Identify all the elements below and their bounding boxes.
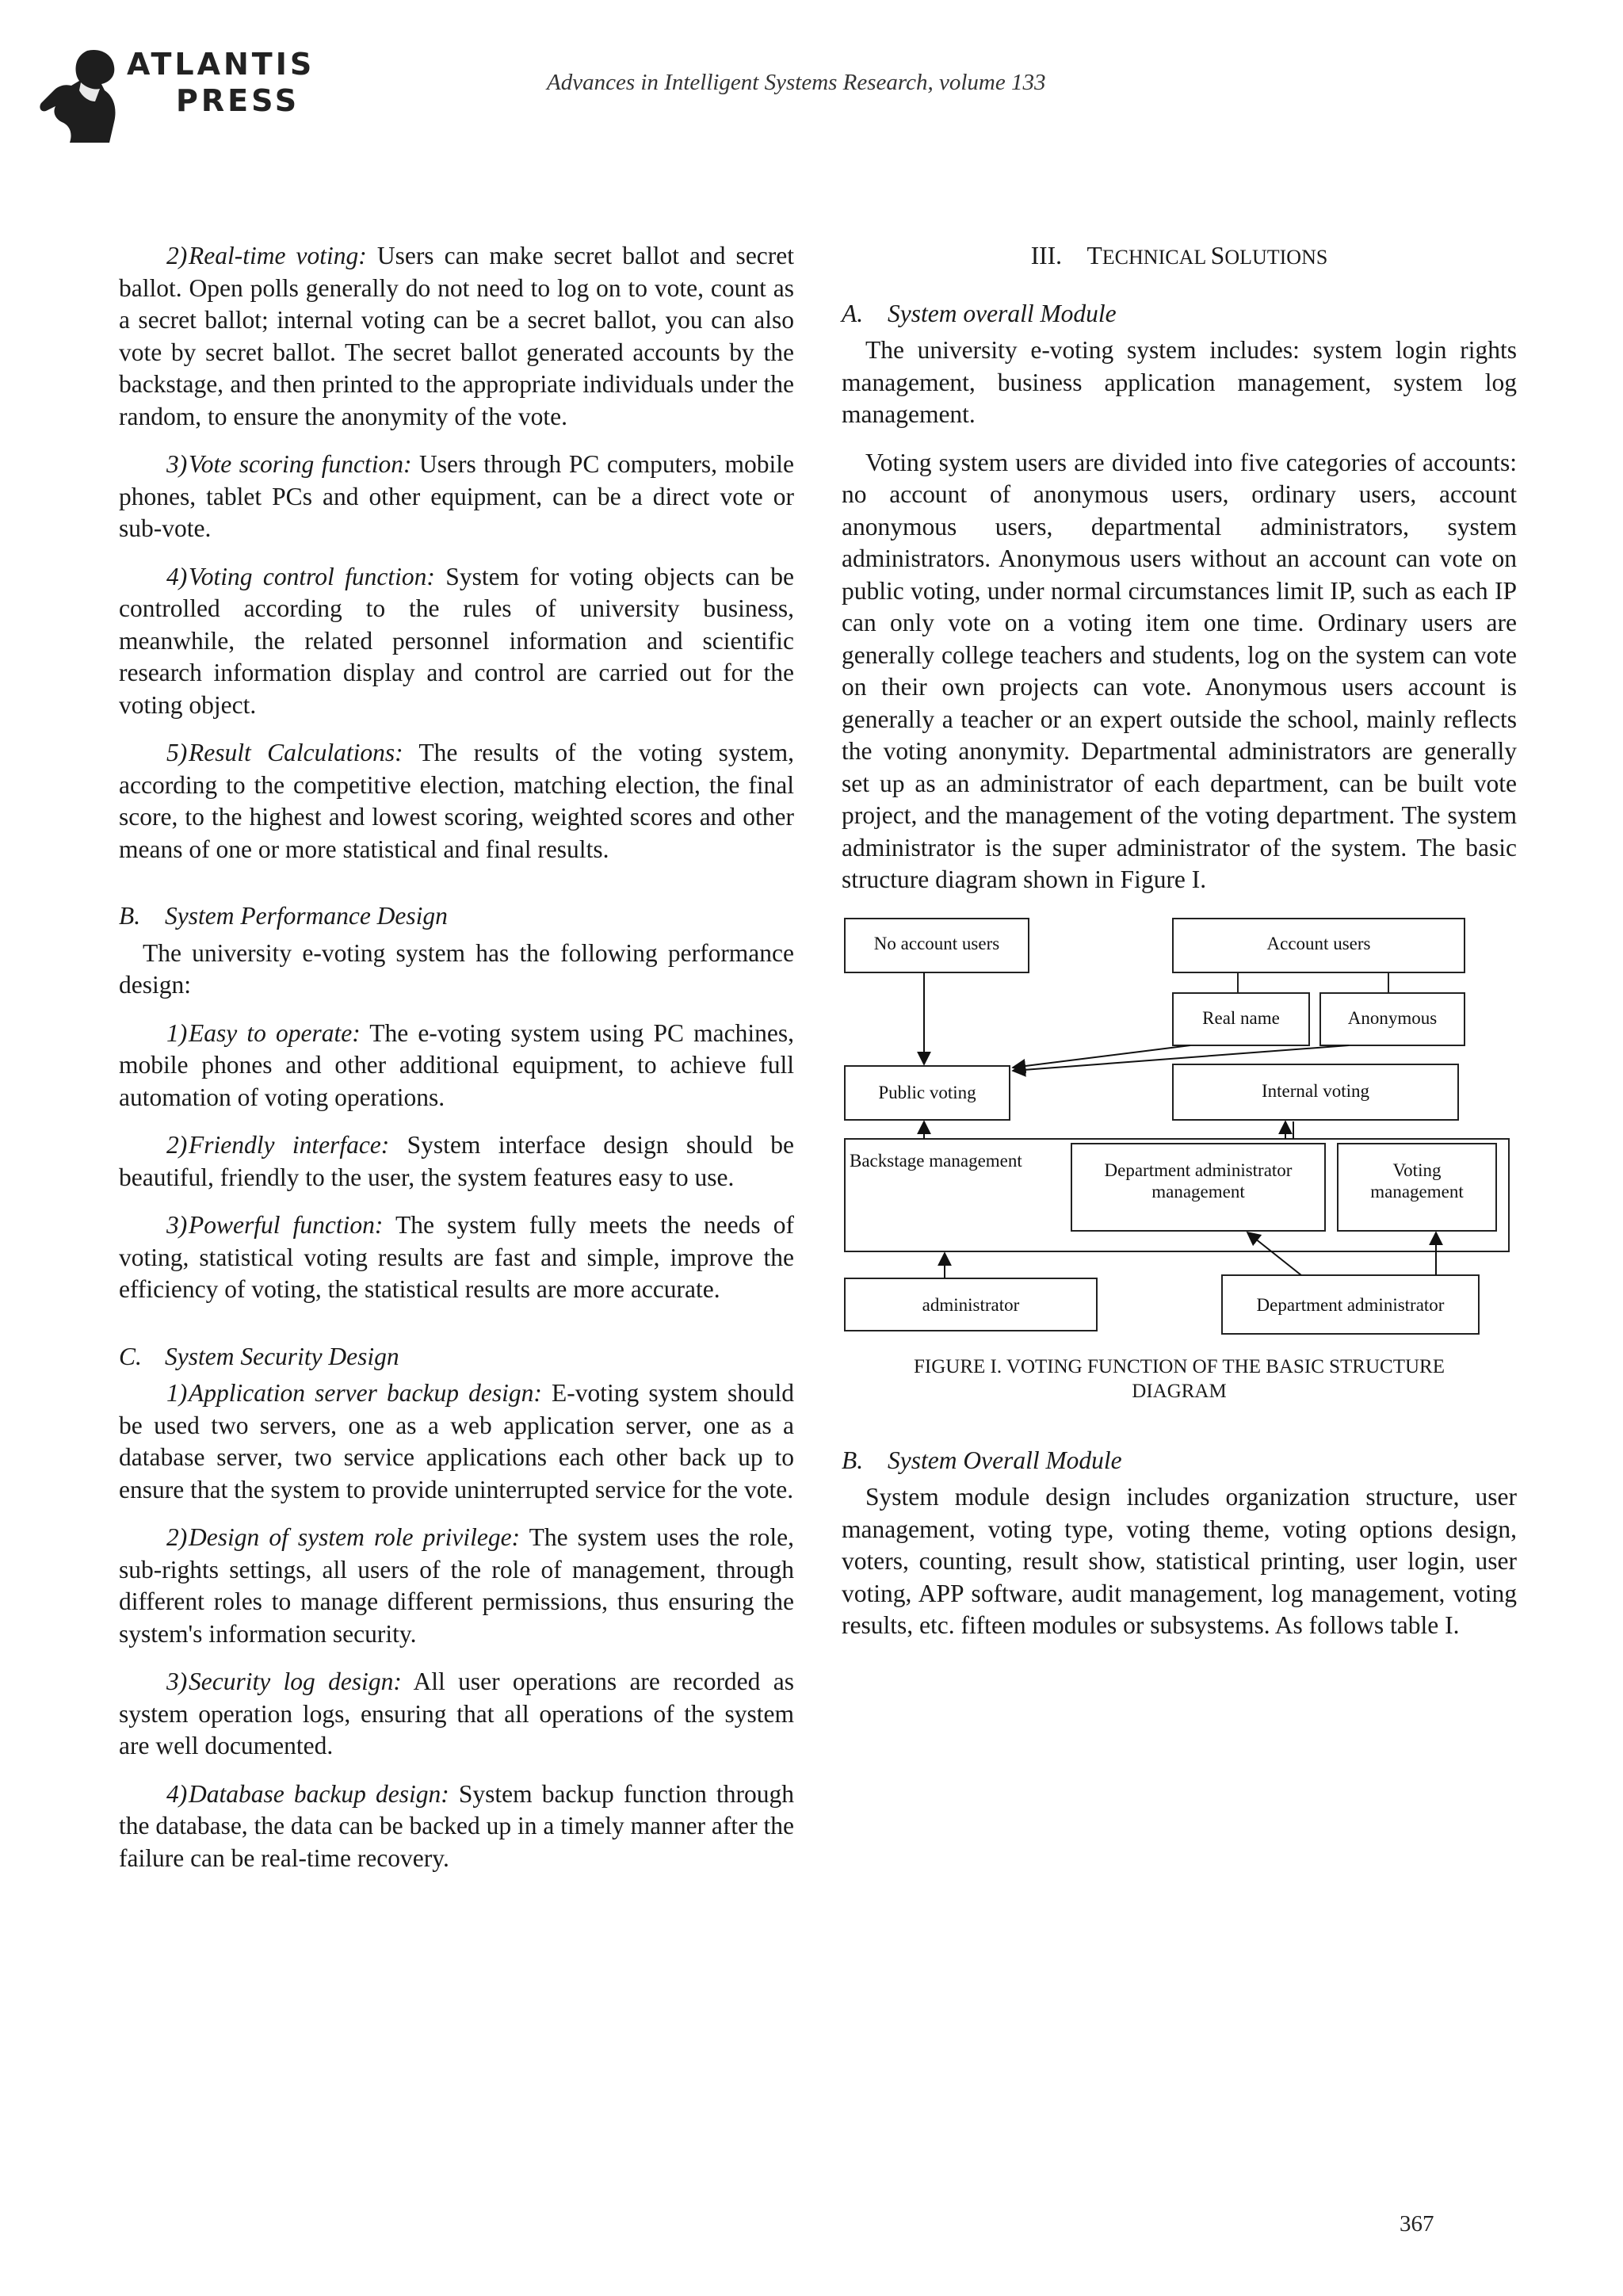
caption-line-2: DIAGRAM [1132, 1380, 1227, 1402]
item-label: Result Calculations: [189, 739, 403, 766]
list-item-security-log [119, 1666, 794, 1763]
item-number: 1) [166, 1018, 188, 1047]
item-text: Users through PC computers, mobile phones, tablet PCs and other equipment, can be a direct vote or sub-vote. [119, 450, 794, 542]
left-column [119, 240, 794, 1890]
section-number: B. [842, 1446, 864, 1474]
section-a-heading [842, 298, 1517, 330]
label-anonymous: Anonymous [1347, 1007, 1438, 1028]
item-label: Database backup design: [189, 1779, 449, 1808]
item-label: Easy to operate: [189, 1018, 361, 1047]
item-label: Design of system role privilege: [189, 1523, 521, 1551]
item-text: System backup function through the database, the data can be backed up in a timely manner after the failure can be real-time recovery. [119, 1779, 795, 1872]
item-number: 5) [166, 739, 188, 766]
item-label: Security log design: [189, 1668, 402, 1695]
list-item-real-time-voting [119, 240, 794, 433]
figure-structure-diagram [842, 912, 1517, 1340]
item-text: The e-voting system using PC machines, mobile phones and other additional equipment, to achieve full automation of voting operations. [119, 1018, 794, 1111]
label-department-administrator: Department administrator [1256, 1294, 1445, 1315]
section-title-initial-1: T [1086, 242, 1102, 269]
label-no-account-users: No account users [873, 933, 1000, 953]
structure-diagram-svg [842, 912, 1517, 1340]
label-line-1: Voting [1392, 1159, 1442, 1180]
section-a-paragraph-1: The university e-voting system includes: system login rights management, business application management, system log management. [842, 336, 1517, 428]
item-text: Users can make secret ballot and secret ballot. Open polls generally do not need to log on to vote, count as a secret ballot; internal voting can be a secret ballot, you can also vote by secret ballot. The secret ballot generated accounts by the backstage, and then printed to the appropriate individuals under the random, to ensure the anonymity of the vote. [119, 242, 795, 430]
label-department-administrator-management [1071, 1159, 1325, 1202]
section-c-heading [119, 1341, 794, 1373]
list-item-database-backup [119, 1778, 794, 1875]
item-label: Application server backup design: [189, 1379, 542, 1407]
list-item-vote-scoring [119, 449, 794, 545]
section-title: System overall Module [888, 299, 1117, 327]
item-text: E-voting system should be used two servers, one as a web application server, one as a database server, two service applications each other back up to ensure that the system to provide uninterrupted service for the vote. [119, 1379, 794, 1503]
item-label: Friendly interface: [189, 1131, 390, 1159]
list-item-voting-control [119, 561, 794, 722]
caption-line-1: FIGURE I. VOTING FUNCTION OF THE BASIC STRUCTURE [914, 1355, 1445, 1377]
item-number: 3) [166, 1211, 188, 1239]
section-title: System Security Design [165, 1342, 399, 1370]
item-number: 1) [166, 1379, 188, 1407]
label-public-voting: Public voting [878, 1082, 976, 1102]
figure-caption [842, 1354, 1517, 1404]
item-label: Powerful function: [189, 1211, 384, 1239]
thinker-silhouette-icon [38, 46, 125, 144]
list-item-app-server-backup [119, 1377, 794, 1506]
item-number: 2) [166, 1523, 188, 1551]
item-text: The system uses the role, sub-rights settings, all users of the role of management, through different roles to manage different permissions, thus ensuring the system's information security. [119, 1523, 794, 1648]
list-item-powerful-function [119, 1209, 794, 1306]
label-internal-voting: Internal voting [1261, 1080, 1370, 1101]
item-number: 3) [166, 1668, 188, 1695]
label-line-1: Department administrator [1104, 1159, 1293, 1180]
item-number: 2) [166, 242, 188, 269]
logo-wordmark [127, 46, 315, 119]
section-title: System Overall Module [888, 1446, 1122, 1474]
label-voting-management [1338, 1159, 1496, 1202]
logo-line-2: PRESS [176, 83, 300, 118]
section-title-rest-1: ECHNICAL [1102, 246, 1211, 269]
section-number: B. [119, 902, 141, 930]
item-text: System for voting objects can be controlled according to the rules of university business, meanwhile, the related personnel information and scientific research information display and control are carried out for the voting object. [119, 562, 795, 719]
label-administrator: administrator [922, 1294, 1020, 1315]
arrow-anonymous-to-public [1013, 1045, 1349, 1071]
item-text: All user operations are recorded as system operation logs, ensuring that all operations of the system are well documented. [119, 1668, 794, 1759]
label-line-2: management [1370, 1181, 1464, 1201]
page-number: 367 [1400, 2211, 1434, 2237]
label-account-users: Account users [1266, 933, 1371, 953]
item-number: 4) [166, 1779, 188, 1808]
item-label: Voting control function: [189, 562, 435, 590]
item-text: The results of the voting system, according to the competitive election, matching election, the final score, to the highest and lowest scoring, weighted scores and other means of one or more statistical and final results. [119, 739, 794, 863]
running-head: Advances in Intelligent Systems Research, volume 133 [547, 70, 1046, 95]
atlantis-press-logo [38, 46, 315, 144]
section-number: A. [842, 299, 864, 327]
item-number: 3) [166, 450, 188, 478]
list-item-easy-to-operate [119, 1018, 794, 1114]
item-number: 4) [166, 562, 188, 590]
section-b-intro: The university e-voting system has the following performance design: [119, 938, 794, 999]
arrow-dept-admin-to-dept-mgmt [1247, 1232, 1301, 1275]
section-b-right-paragraph: System module design includes organization structure, user management, voting type, voting theme, voting options design, voters, counting, result show, statistical printing, user login, user voting, APP software, audit management, log management, voting results, etc. fifteen modules or subsystems. As follows table I. [842, 1483, 1517, 1639]
item-text: System interface design should be beautiful, friendly to the user, the system features easy to use. [119, 1131, 795, 1191]
item-label: Vote scoring function: [189, 450, 412, 478]
item-number: 2) [166, 1131, 188, 1159]
section-title: System Performance Design [165, 902, 448, 930]
section-iii-heading [842, 240, 1517, 274]
item-label: Real-time voting: [189, 242, 367, 269]
section-a-paragraph-2: Voting system users are divided into five categories of accounts: no account of anonymous users, ordinary users, account anonymous users, departmental administrators, system administrators. Anonymous users without an account can vote on public voting, under normal circumstances limit IP, such as each IP can only vote on a voting item one time. Ordinary users are generally college teachers and students, log on the system can vote on their own projects can vote. Anonymous users account is generally a teacher or an expert outside the school, mainly reflects the voting anonymity. Departmental administrators are generally set up as an administrator of each department, can be built vote project, and the management of the voting department. The system administrator is the super administrator of the system. The basic structure diagram shown in Figure I. [842, 448, 1517, 893]
section-b-right-heading [842, 1445, 1517, 1477]
label-real-name: Real name [1202, 1007, 1280, 1028]
section-b-heading [119, 900, 794, 933]
label-backstage-management: Backstage management [850, 1150, 1022, 1171]
right-column [842, 240, 1517, 1658]
item-text: The system fully meets the needs of voting, statistical voting results are fast and simple, improve the efficiency of voting, the statistical results are more accurate. [119, 1211, 794, 1303]
list-item-result-calculations [119, 737, 794, 865]
section-number: III. [1030, 242, 1063, 269]
label-line-2: management [1151, 1181, 1245, 1201]
section-title-initial-2: S [1210, 242, 1225, 269]
list-item-role-privilege [119, 1522, 794, 1650]
list-item-friendly-interface [119, 1129, 794, 1194]
section-title-rest-2: OLUTIONS [1224, 246, 1328, 269]
section-number: C. [119, 1342, 142, 1370]
logo-line-1: ATLANTIS [127, 47, 315, 82]
